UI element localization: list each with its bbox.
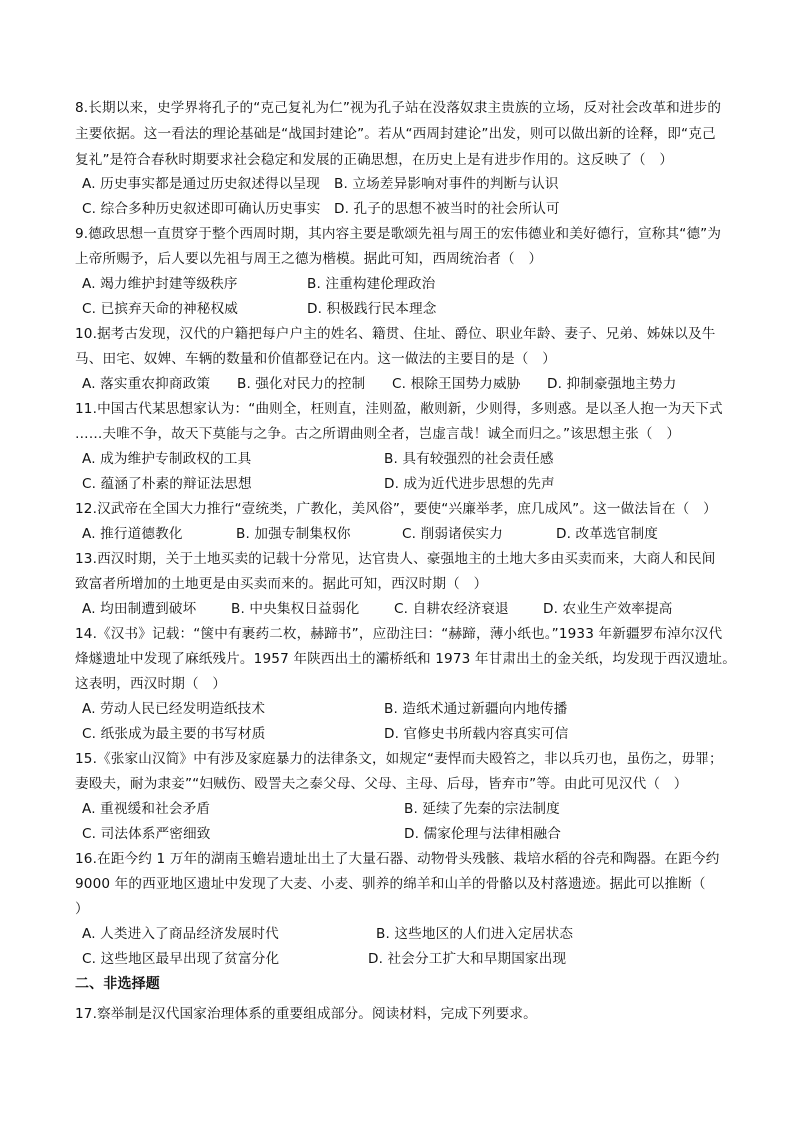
q10-option-b: B. 强化对民力的控制	[237, 376, 366, 392]
q14-option-b: B. 造纸术通过新疆向内地传播	[384, 701, 568, 717]
q16-option-a: A. 人类进入了商品经济发展时代	[82, 926, 279, 942]
q11-stem-line-2: ……夫唯不争，故天下莫能与之争。古之所谓曲则全者，岂虚言哉！诚全而归之。”该思想主张（ ）	[75, 426, 681, 442]
q13-option-d: D. 农业生产效率提高	[543, 601, 673, 617]
q13-option-c: C. 自耕农经济衰退	[394, 601, 509, 617]
section-heading: 二、非选择题	[75, 976, 160, 992]
q13-stem-line-2: 致富者所增加的土地更是由买卖而来的。据此可知，西汉时期（ ）	[75, 576, 488, 592]
q15-stem-line-2: 妻殴夫，耐为隶妾”“妇贼伤、殴詈夫之泰父母、父母、主母、后母，皆弃市”等。由此可见汉代（ ）	[75, 776, 688, 792]
q11-option-c: C. 蕴涵了朴素的辩证法思想	[82, 476, 252, 492]
q16-stem-line-3: ）	[75, 901, 89, 917]
q11-option-a: A. 成为维护专制政权的工具	[82, 451, 252, 467]
q10-stem-line-2: 马、田宅、奴婢、车辆的数量和价值都登记在内。这一做法的主要目的是（ ）	[75, 351, 557, 367]
q13-option-a: A. 均田制遭到破坏	[82, 601, 197, 617]
q9-option-c: C. 已摈弃天命的神秘权威	[82, 301, 239, 317]
q15-option-d: D. 儒家伦理与法律相融合	[404, 826, 561, 842]
q8-option-b: B. 立场差异影响对事件的判断与认识	[334, 176, 559, 192]
q8-option-d: D. 孔子的思想不被当时的社会所认可	[334, 201, 560, 217]
q16-stem-line-1: 16.在距今约 1 万年的湖南玉蟾岩遗址出土了大量石器、动物骨头残骸、栽培水稻的谷壳和陶器。在距今约	[75, 851, 720, 867]
q10-option-c: C. 根除王国势力威胁	[392, 376, 521, 392]
q11-option-b: B. 具有较强烈的社会责任感	[384, 451, 554, 467]
q9-option-d: D. 积极践行民本理念	[307, 301, 437, 317]
q12-option-a: A. 推行道德教化	[82, 526, 183, 542]
q14-option-a: A. 劳动人民已经发明造纸技术	[82, 701, 266, 717]
q12-stem-line-1: 12.汉武帝在全国大力推行“壹统类，广教化，美风俗”，要使“兴廉举孝，庶几成风”。这一做法旨在（ ）	[75, 501, 717, 517]
q16-stem-line-2: 9000 年的西亚地区遗址中发现了大麦、小麦、驯养的绵羊和山羊的骨骼以及村落遗迹。据此可以推断（	[75, 876, 706, 892]
q9-option-a: A. 竭力维护封建等级秩序	[82, 276, 238, 292]
q9-option-b: B. 注重构建伦理政治	[307, 276, 436, 292]
q8-stem-line-3: 复礼”是符合春秋时期要求社会稳定和发展的正确思想，在历史上是有进步作用的。这反映了（ ）	[75, 152, 674, 168]
q16-option-b: B. 这些地区的人们进入定居状态	[376, 926, 574, 942]
q14-stem-line-2: 烽燧遗址中发现了麻纸残片。1957 年陕西出土的灞桥纸和 1973 年甘肃出土的金关纸，均发现于西汉遗址。	[75, 651, 737, 667]
q14-option-c: C. 纸张成为最主要的书写材质	[82, 726, 266, 742]
q15-option-b: B. 延续了先秦的宗法制度	[404, 801, 560, 817]
q9-stem-line-2: 上帝所赐予，后人要以先祖与周王之德为楷模。据此可知，西周统治者（ ）	[75, 251, 543, 267]
q13-stem-line-1: 13.西汉时期，关于土地买卖的记载十分常见，达官贵人、豪强地主的土地大多由买卖而来，大商人和民间	[75, 551, 716, 567]
q8-stem-line-1: 8.长期以来，史学界将孔子的“克己复礼为仁”视为孔子站在没落奴隶主贵族的立场，反对社会改革和进步的	[75, 100, 722, 116]
q11-option-d: D. 成为近代进步思想的先声	[384, 476, 555, 492]
q16-option-c: C. 这些地区最早出现了贫富分化	[82, 951, 280, 967]
q9-stem-line-1: 9.德政思想一直贯穿于整个西周时期，其内容主要是歌颂先祖与周王的宏伟德业和美好德行，宣称其“德”为	[75, 226, 722, 242]
q15-option-c: C. 司法体系严密细致	[82, 826, 211, 842]
q10-stem-line-1: 10.据考古发现，汉代的户籍把每户户主的姓名、籍贯、住址、爵位、职业年龄、妻子、兄弟、姊妹以及牛	[75, 326, 716, 342]
q14-stem-line-1: 14.《汉书》记载：“箧中有裹药二枚，赫蹄书”，应劭注曰：“赫蹄，薄小纸也。”1933 年新疆罗布淖尔汉代	[75, 626, 723, 642]
q15-option-a: A. 重视缓和社会矛盾	[82, 801, 211, 817]
q14-option-d: D. 官修史书所载内容真实可信	[384, 726, 569, 742]
q10-option-d: D. 抑制豪强地主势力	[547, 376, 677, 392]
q8-option-c: C. 综合多种历史叙述即可确认历史事实	[82, 201, 321, 217]
q13-option-b: B. 中央集权日益弱化	[231, 601, 360, 617]
q12-option-b: B. 加强专制集权你	[236, 526, 351, 542]
q14-stem-line-3: 这表明，西汉时期（ ）	[75, 676, 227, 692]
q11-stem-line-1: 11.中国古代某思想家认为：“曲则全，枉则直，洼则盈，敝则新，少则得，多则惑。是以圣人抱一为天下式	[75, 401, 723, 417]
q12-option-d: D. 改革选官制度	[556, 526, 659, 542]
q12-option-c: C. 削弱诸侯实力	[402, 526, 504, 542]
q16-option-d: D. 社会分工扩大和早期国家出现	[368, 951, 567, 967]
q17-stem-line-1: 17.察举制是汉代国家治理体系的重要组成部分。阅读材料，完成下列要求。	[75, 1006, 537, 1022]
q8-stem-line-2: 主要依据。这一看法的理论基础是“战国封建论”。若从“西周封建论”出发，则可以做出新的诠释，即“克己	[75, 126, 716, 142]
q8-option-a: A. 历史事实都是通过历史叙述得以呈现	[82, 176, 321, 192]
q15-stem-line-1: 15.《张家山汉简》中有涉及家庭暴力的法律条文，如规定“妻悍而夫殴笞之，非以兵刃也，虽伤之，毋罪；	[75, 751, 723, 767]
q10-option-a: A. 落实重农抑商政策	[82, 376, 211, 392]
